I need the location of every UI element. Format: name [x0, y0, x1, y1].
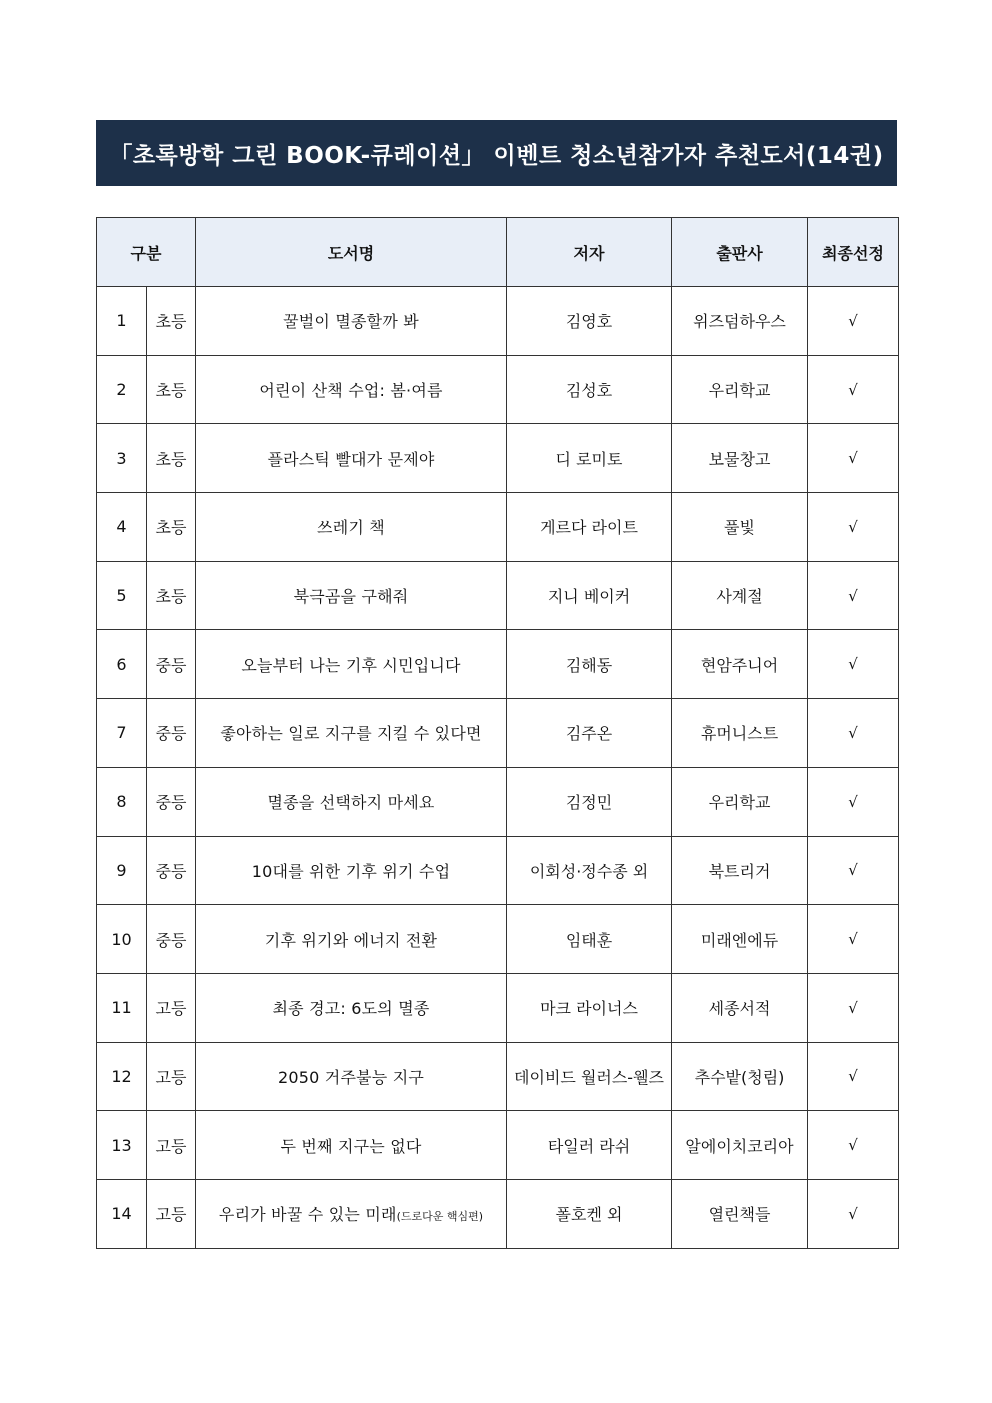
- book-title: 북극곰을 구해줘: [293, 587, 409, 607]
- row-author: 지니 베이커: [507, 561, 672, 630]
- row-author: 타일러 라쉬: [507, 1111, 672, 1180]
- book-title: 꿀벌이 멸종할까 봐: [283, 312, 419, 332]
- row-title: [196, 424, 507, 493]
- header-publisher: 출판사: [672, 218, 808, 287]
- row-author: 김영호: [507, 287, 672, 356]
- row-publisher: 현암주니어: [672, 630, 808, 699]
- row-title: [196, 767, 507, 836]
- row-number: 2: [97, 355, 147, 424]
- row-title: [196, 699, 507, 768]
- row-number: 3: [97, 424, 147, 493]
- header-category: 구분: [97, 218, 196, 287]
- row-title: [196, 1179, 507, 1248]
- row-number: 14: [97, 1179, 147, 1248]
- row-title: [196, 630, 507, 699]
- row-level: 중등: [147, 905, 196, 974]
- book-title: 어린이 산책 수업: 봄·여름: [259, 381, 443, 401]
- row-publisher: 우리학교: [672, 355, 808, 424]
- row-level: 중등: [147, 699, 196, 768]
- row-publisher: 미래엔에듀: [672, 905, 808, 974]
- row-author: 디 로미토: [507, 424, 672, 493]
- book-title: 플라스틱 빨대가 문제야: [267, 449, 435, 469]
- book-title: 쓰레기 책: [317, 518, 385, 538]
- row-title: [196, 1111, 507, 1180]
- row-publisher: 보물창고: [672, 424, 808, 493]
- table-row: [97, 767, 899, 836]
- row-title: [196, 493, 507, 562]
- header-author: 저자: [507, 218, 672, 287]
- table-row: [97, 493, 899, 562]
- table-row: [97, 699, 899, 768]
- row-level: 고등: [147, 1111, 196, 1180]
- book-title: 좋아하는 일로 지구를 지킬 수 있다면: [220, 724, 482, 744]
- book-title: 멸종을 선택하지 마세요: [267, 793, 435, 813]
- row-publisher: 우리학교: [672, 767, 808, 836]
- page-title-text: 「초록방학 그린 BOOK-큐레이션」 이벤트 청소년참가자 추천도서(14권): [109, 142, 884, 169]
- row-level: 초등: [147, 355, 196, 424]
- book-title: 2050 거주불능 지구: [278, 1067, 425, 1087]
- row-selected-check: √: [808, 973, 899, 1042]
- row-number: 8: [97, 767, 147, 836]
- row-level: 중등: [147, 767, 196, 836]
- row-selected-check: √: [808, 905, 899, 974]
- table-row: [97, 1179, 899, 1248]
- table-row: [97, 287, 899, 356]
- row-publisher: 풀빛: [672, 493, 808, 562]
- row-number: 4: [97, 493, 147, 562]
- row-title: [196, 287, 507, 356]
- row-author: 이회성·정수종 외: [507, 836, 672, 905]
- row-title: [196, 973, 507, 1042]
- table-row: [97, 561, 899, 630]
- row-selected-check: √: [808, 493, 899, 562]
- row-title: [196, 836, 507, 905]
- row-title: [196, 561, 507, 630]
- row-selected-check: √: [808, 767, 899, 836]
- row-level: 고등: [147, 1179, 196, 1248]
- row-selected-check: √: [808, 836, 899, 905]
- row-selected-check: √: [808, 1179, 899, 1248]
- row-number: 9: [97, 836, 147, 905]
- row-publisher: 열린책들: [672, 1179, 808, 1248]
- row-author: 폴호켄 외: [507, 1179, 672, 1248]
- row-level: 초등: [147, 493, 196, 562]
- row-author: 마크 라이너스: [507, 973, 672, 1042]
- row-publisher: 추수밭(청림): [672, 1042, 808, 1111]
- row-title: [196, 1042, 507, 1111]
- table-body: [97, 287, 899, 1249]
- row-publisher: 알에이치코리아: [672, 1111, 808, 1180]
- row-number: 12: [97, 1042, 147, 1111]
- row-number: 5: [97, 561, 147, 630]
- header-selected: 최종선정: [808, 218, 899, 287]
- row-author: 김주온: [507, 699, 672, 768]
- row-publisher: 위즈덤하우스: [672, 287, 808, 356]
- row-selected-check: √: [808, 424, 899, 493]
- book-title: 오늘부터 나는 기후 시민입니다: [241, 655, 461, 675]
- row-author: 김해동: [507, 630, 672, 699]
- row-level: 중등: [147, 836, 196, 905]
- row-number: 7: [97, 699, 147, 768]
- row-number: 6: [97, 630, 147, 699]
- row-author: 게르다 라이트: [507, 493, 672, 562]
- row-level: 고등: [147, 973, 196, 1042]
- table-row: [97, 1042, 899, 1111]
- book-title: 기후 위기와 에너지 전환: [264, 930, 438, 950]
- table-header-row: [97, 218, 899, 287]
- book-title: 10대를 위한 기후 위기 수업: [251, 861, 451, 881]
- row-selected-check: √: [808, 699, 899, 768]
- row-number: 10: [97, 905, 147, 974]
- row-number: 13: [97, 1111, 147, 1180]
- row-level: 고등: [147, 1042, 196, 1111]
- row-number: 1: [97, 287, 147, 356]
- row-publisher: 휴머니스트: [672, 699, 808, 768]
- row-level: 초등: [147, 561, 196, 630]
- row-selected-check: √: [808, 1042, 899, 1111]
- book-title: 두 번째 지구는 없다: [280, 1136, 422, 1156]
- header-title: 도서명: [196, 218, 507, 287]
- row-author: 김성호: [507, 355, 672, 424]
- table-row: [97, 905, 899, 974]
- table-row: [97, 836, 899, 905]
- row-level: 초등: [147, 424, 196, 493]
- row-author: 데이비드 월러스-웰즈: [507, 1042, 672, 1111]
- row-publisher: 세종서적: [672, 973, 808, 1042]
- table-row: [97, 1111, 899, 1180]
- row-selected-check: √: [808, 561, 899, 630]
- row-level: 중등: [147, 630, 196, 699]
- table-row: [97, 424, 899, 493]
- book-title: 최종 경고: 6도의 멸종: [272, 999, 430, 1019]
- row-number: 11: [97, 973, 147, 1042]
- row-title: [196, 905, 507, 974]
- row-selected-check: √: [808, 1111, 899, 1180]
- row-selected-check: √: [808, 630, 899, 699]
- row-publisher: 북트리거: [672, 836, 808, 905]
- table-row: [97, 973, 899, 1042]
- book-table: [96, 217, 899, 1249]
- row-author: 임태훈: [507, 905, 672, 974]
- row-author: 김정민: [507, 767, 672, 836]
- book-subtitle: (드로다운 핵심편): [396, 1210, 484, 1224]
- row-publisher: 사계절: [672, 561, 808, 630]
- page-title: [96, 120, 897, 186]
- row-title: [196, 355, 507, 424]
- book-title: 우리가 바꿀 수 있는 미래: [218, 1205, 397, 1225]
- row-selected-check: √: [808, 287, 899, 356]
- row-selected-check: √: [808, 355, 899, 424]
- table-row: [97, 630, 899, 699]
- table-row: [97, 355, 899, 424]
- row-level: 초등: [147, 287, 196, 356]
